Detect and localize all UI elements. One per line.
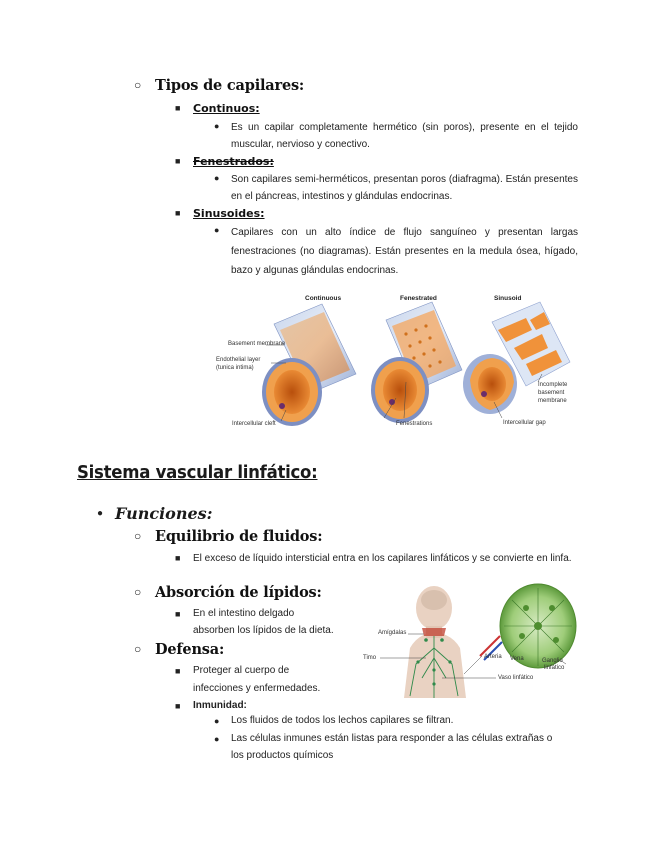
list-bullet-dot: ● <box>214 173 220 183</box>
fenestrated-capillary-illustration <box>371 302 462 423</box>
label-fenestrations: Fenestrations <box>396 421 433 427</box>
list-bullet-square: ■ <box>175 609 181 619</box>
label-arteria: Arteria <box>484 654 502 660</box>
list-bullet-square: ■ <box>175 156 181 166</box>
text-inmunidad-sub2-line1: Las células inmunes están listas para responder a las células extrañas o <box>231 733 553 744</box>
label-incomplete-basement-membrane-1: Incomplete <box>538 382 568 388</box>
list-bullet-circle: ○ <box>134 78 142 92</box>
label-amigdalas: Amígdalas <box>378 630 407 636</box>
text-inmunidad-sub2-line2: los productos químicos <box>231 750 334 761</box>
label-ganglio-linfatico-2: linfático <box>544 665 565 671</box>
text-absorcion-line2: absorben los lípidos de la dieta. <box>193 625 334 636</box>
text-equilibrio: El exceso de líquido intersticial entra en los capilares linfáticos y se convierte en linfa. <box>193 553 572 564</box>
list-bullet-square: ■ <box>175 666 181 676</box>
heading-funciones: Funciones: <box>115 504 213 523</box>
heading-absorcion-lipidos: Absorción de lípidos: <box>155 584 322 601</box>
label-basement-membrane: Basement membrane <box>228 341 286 347</box>
list-bullet-circle: ○ <box>134 642 142 656</box>
term-fenestrados: Fenestrados: <box>193 155 274 168</box>
label-timo: Timo <box>363 655 377 661</box>
label-sinusoid: Sinusoid <box>494 295 522 302</box>
human-torso-illustration <box>404 586 466 698</box>
text-inmunidad-sub1: Los fluidos de todos los lechos capilares se filtran. <box>231 715 454 726</box>
label-continuous: Continuous <box>305 295 342 302</box>
list-bullet-circle: ○ <box>134 529 142 543</box>
section-title-sistema-linfatico: Sistema vascular linfático: <box>77 462 318 483</box>
label-fenestrated: Fenestrated <box>400 295 437 302</box>
list-bullet-square: ■ <box>175 208 181 218</box>
label-tunica-intima: (tunica intima) <box>216 365 254 371</box>
list-bullet-square: ■ <box>175 553 181 563</box>
label-vaso-linfatico: Vaso linfático <box>498 675 534 681</box>
list-bullet-dot: ● <box>97 508 104 519</box>
label-incomplete-basement-membrane-3: membrane <box>538 398 567 404</box>
term-inmunidad: Inmunidad: <box>193 700 247 711</box>
label-endothelial-layer: Endothelial layer <box>216 357 261 363</box>
term-sinusoides: Sinusoides: <box>193 207 265 220</box>
label-vena: Vena <box>510 656 524 662</box>
text-defensa-line2: infecciones y enfermedades. <box>193 683 321 694</box>
label-intercellular-gap: Intercellular gap <box>503 420 546 426</box>
list-bullet-square: ■ <box>175 103 181 113</box>
heading-defensa: Defensa: <box>155 641 225 658</box>
label-intercellular-cleft: Intercellular cleft <box>232 421 276 427</box>
list-bullet-dot: ● <box>214 734 220 744</box>
continuous-capillary-illustration <box>262 304 356 426</box>
description-fenestrados: Son capilares semi-herméticos, presentan poros (diafragma). Están presentes en el páncreas, intestinos y glándulas endocrinas. <box>231 174 578 202</box>
term-continuos: Continuos: <box>193 102 260 115</box>
heading-equilibrio-fluidos: Equilibrio de fluidos: <box>155 528 323 545</box>
heading-tipos-capilares: Tipos de capilares: <box>155 77 305 94</box>
description-sinusoides: Capilares con un alto índice de flujo sanguíneo y presentan largas fenestraciones (no diagramas). Están presentes en la medula ósea, hígado, bazo y algunas glándulas endocrinas. <box>231 227 578 276</box>
label-incomplete-basement-membrane-2: basement <box>538 390 565 396</box>
description-continuos: Es un capilar completamente hermético (sin poros), presente en el tejido muscular, nervioso y conectivo. <box>231 122 578 150</box>
list-bullet-dot: ● <box>214 716 220 726</box>
text-defensa-line1: Proteger al cuerpo de <box>193 665 290 676</box>
list-bullet-circle: ○ <box>134 585 142 599</box>
list-bullet-dot: ● <box>214 121 220 131</box>
text-absorcion-line1: En el intestino delgado <box>193 608 295 619</box>
label-ganglio-linfatico-1: Ganglio <box>542 658 563 664</box>
capillary-types-figure <box>216 290 584 432</box>
lymphatic-system-figure <box>360 578 582 698</box>
list-bullet-dot: ● <box>214 225 220 235</box>
list-bullet-square: ■ <box>175 701 181 711</box>
